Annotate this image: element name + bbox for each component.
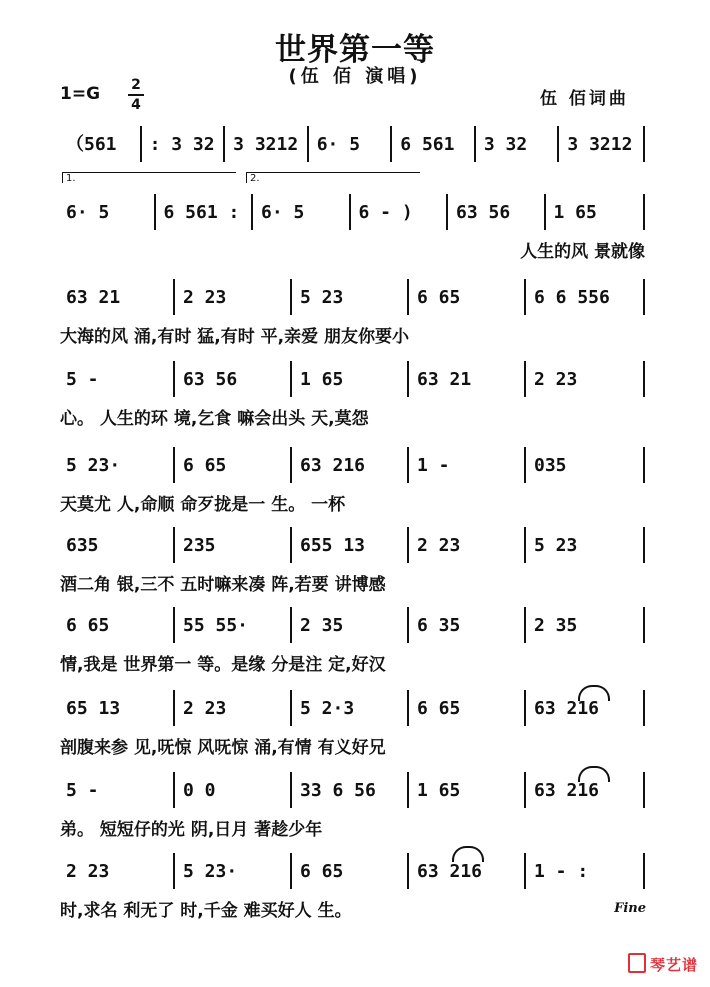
measure: 1 65 xyxy=(553,202,597,223)
measure: 2 23 xyxy=(534,369,578,390)
bar-line xyxy=(290,690,292,726)
bar-line xyxy=(643,361,645,397)
bar-line xyxy=(173,772,175,808)
bar-line xyxy=(173,690,175,726)
measure: 5 23 xyxy=(300,287,344,308)
measure: 6· 5 xyxy=(261,202,305,223)
bar-line xyxy=(643,853,645,889)
bar-line xyxy=(643,772,645,808)
measure: 63 56 xyxy=(183,369,238,390)
notation-row xyxy=(60,130,645,160)
measure: 3 3212 xyxy=(567,134,633,155)
bar-line xyxy=(290,607,292,643)
lyrics-row: 时,求名 利无了 时,千金 难买好人 生。 xyxy=(60,901,352,921)
bar-line xyxy=(524,361,526,397)
bar-line xyxy=(390,126,392,162)
bar-line xyxy=(154,194,156,230)
measure: 6 65 xyxy=(300,861,344,882)
notation-row xyxy=(60,694,645,724)
measure: 6 561 : xyxy=(163,202,240,223)
measure: 6 - ) xyxy=(358,202,413,223)
measure: 63 216 xyxy=(300,455,366,476)
bar-line xyxy=(643,279,645,315)
measure: 5 23 xyxy=(534,535,578,556)
measure: 035 xyxy=(534,455,567,476)
bar-line xyxy=(407,527,409,563)
bar-line xyxy=(544,194,546,230)
measure: 63 216 xyxy=(534,780,600,801)
measure: 1 65 xyxy=(300,369,344,390)
bar-line xyxy=(643,690,645,726)
measure: （561 xyxy=(66,134,117,155)
measure: 55 55· xyxy=(183,615,249,636)
bar-line xyxy=(407,772,409,808)
lyrics-row: 酒二角 银,三不 五时嘛来凑 阵,若要 讲博感 xyxy=(60,575,386,595)
bar-line xyxy=(524,447,526,483)
bar-line xyxy=(643,447,645,483)
lyrics-row: 天莫尤 人,命顺 命歹拢是一 生。 一杯 xyxy=(60,495,346,515)
bar-line xyxy=(290,853,292,889)
measure: 63 21 xyxy=(417,369,472,390)
measure: 6 35 xyxy=(417,615,461,636)
measure: 6 561 xyxy=(400,134,455,155)
bar-line xyxy=(290,527,292,563)
measure: 5 23· xyxy=(183,861,238,882)
bar-line xyxy=(251,194,253,230)
notation-row xyxy=(60,283,645,313)
measure: 2 23 xyxy=(183,287,227,308)
bar-line xyxy=(524,853,526,889)
notation-row xyxy=(60,857,645,887)
measure: 33 6 56 xyxy=(300,780,376,801)
bar-line xyxy=(524,690,526,726)
bar-line xyxy=(407,361,409,397)
notation-row xyxy=(60,531,645,561)
bar-line xyxy=(173,607,175,643)
measure: 6 65 xyxy=(183,455,227,476)
bar-line xyxy=(173,853,175,889)
measure: 6 65 xyxy=(66,615,110,636)
measure: 1 65 xyxy=(417,780,461,801)
measure: 6 6 556 xyxy=(534,287,610,308)
bar-line xyxy=(524,772,526,808)
bar-line xyxy=(140,126,142,162)
measure: 1 - xyxy=(417,455,450,476)
time-signature xyxy=(128,76,144,114)
measure: 5 - xyxy=(66,780,99,801)
measure: 6· 5 xyxy=(316,134,361,155)
measure: 655 13 xyxy=(300,535,366,556)
measure: 5 2·3 xyxy=(300,698,355,719)
measure: 5 - xyxy=(66,369,99,390)
bar-line xyxy=(643,527,645,563)
time-signature-bottom: 4 xyxy=(131,97,141,113)
lyrics-row: 情,我是 世界第一 等。是缘 分是注 定,好汉 xyxy=(60,655,386,675)
lyrics-row: 心。 人生的环 境,乞食 嘛会出头 天,莫怨 xyxy=(60,409,369,429)
bar-line xyxy=(407,853,409,889)
measure: 0 0 xyxy=(183,780,216,801)
measure: 65 13 xyxy=(66,698,121,719)
notation-row xyxy=(60,198,645,228)
measure: 235 xyxy=(183,535,216,556)
measure: 6· 5 xyxy=(66,202,110,223)
bar-line xyxy=(173,527,175,563)
bar-line xyxy=(446,194,448,230)
bar-line xyxy=(474,126,476,162)
measure: 3 32 xyxy=(483,134,528,155)
song-title: 世界第一等 xyxy=(275,32,435,68)
bar-line xyxy=(407,447,409,483)
bar-line xyxy=(307,126,309,162)
bar-line xyxy=(290,279,292,315)
logo-icon xyxy=(628,953,646,973)
bar-line xyxy=(557,126,559,162)
lyrics-row: 弟。 短短仔的光 阴,日月 著趁少年 xyxy=(60,820,323,840)
bar-line xyxy=(173,361,175,397)
measure: 63 216 xyxy=(534,698,600,719)
fermata-icon xyxy=(578,766,610,782)
notation-row xyxy=(60,451,645,481)
measure: 5 23· xyxy=(66,455,121,476)
volta-first-ending: 1. xyxy=(62,172,236,183)
watermark-text: 琴艺谱 xyxy=(649,956,698,974)
bar-line xyxy=(407,607,409,643)
lyrics-row: 人生的风 景就像 xyxy=(520,242,645,262)
measure: 6 65 xyxy=(417,287,461,308)
performer-subtitle: (伍 佰 演唱) xyxy=(288,66,422,87)
measure: 2 23 xyxy=(183,698,227,719)
bar-line xyxy=(643,194,645,230)
bar-line xyxy=(407,690,409,726)
notation-row xyxy=(60,611,645,641)
bar-line xyxy=(407,279,409,315)
measure: 63 56 xyxy=(456,202,511,223)
bar-line xyxy=(524,279,526,315)
measure: 63 21 xyxy=(66,287,121,308)
volta-second-ending: 2. xyxy=(246,172,420,183)
measure: 63 216 xyxy=(417,861,483,882)
measure: 635 xyxy=(66,535,99,556)
bar-line xyxy=(290,361,292,397)
notation-row xyxy=(60,776,645,806)
bar-line xyxy=(349,194,351,230)
measure: 2 23 xyxy=(417,535,461,556)
bar-line xyxy=(173,447,175,483)
measure: 6 65 xyxy=(417,698,461,719)
watermark-logo xyxy=(628,953,698,975)
bar-line xyxy=(524,527,526,563)
fermata-icon xyxy=(578,685,610,701)
bar-line xyxy=(290,447,292,483)
measure: 1 - : xyxy=(534,861,589,882)
lyrics-row: 剖腹来参 见,呒惊 风呒惊 涌,有情 有义好兄 xyxy=(60,738,386,758)
lyrics-row: 大海的风 涌,有时 猛,有时 平,亲爱 朋友你要小 xyxy=(60,327,410,347)
composer-credit: 伍 佰词曲 xyxy=(540,89,629,109)
measure: 2 23 xyxy=(66,861,110,882)
bar-line xyxy=(223,126,225,162)
measure: : 3 32 xyxy=(149,134,215,155)
measure: 2 35 xyxy=(534,615,578,636)
bar-line xyxy=(643,607,645,643)
fine-marking: Fine xyxy=(614,901,646,916)
time-signature-top: 2 xyxy=(131,77,141,93)
bar-line xyxy=(290,772,292,808)
bar-line xyxy=(643,126,645,162)
bar-line xyxy=(173,279,175,315)
notation-row xyxy=(60,365,645,395)
bar-line xyxy=(524,607,526,643)
measure: 3 3212 xyxy=(233,134,299,155)
fermata-icon xyxy=(452,846,484,862)
measure: 2 35 xyxy=(300,615,344,636)
key-signature: 1=G xyxy=(60,84,101,104)
